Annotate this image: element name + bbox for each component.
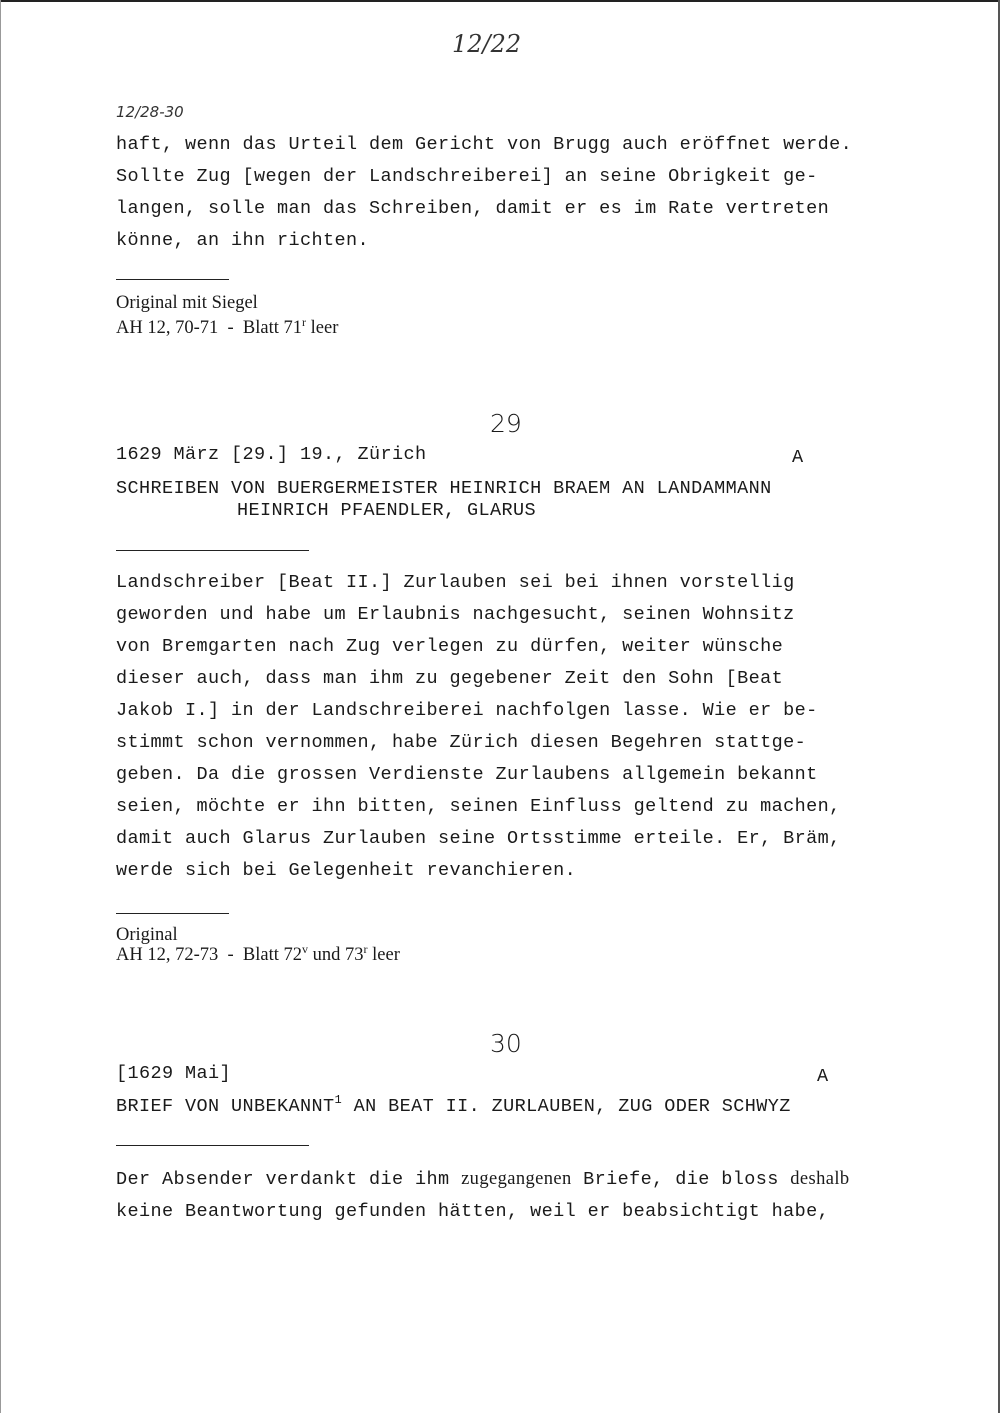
text-line: seien, möchte er ihn bitten, seinen Einfluss geltend zu machen,: [116, 796, 841, 817]
document-title-line: BRIEF VON UNBEKANNT$^1$ AN BEAT II. ZURLAUBEN, ZUG ODER SCHWYZ: [116, 1093, 791, 1117]
document-type-marker: A: [792, 447, 804, 468]
text-line: Jakob I.] in der Landschreiberei nachfolgen lasse. Wie er be-: [116, 700, 818, 721]
text-line: haft, wenn das Urteil dem Gericht von Brugg auch eröffnet werde.: [116, 134, 853, 155]
section-divider: [116, 550, 309, 551]
scan-border-top: [0, 0, 1000, 2]
document-title-line: SCHREIBEN VON BUERGERMEISTER HEINRICH BRAEM AN LANDAMMANN: [116, 478, 772, 499]
text-line: könne, an ihn richten.: [116, 230, 370, 251]
text-line: Sollte Zug [wegen der Landschreiberei] an seine Obrigkeit ge-: [116, 166, 818, 187]
document-number: 29: [490, 409, 522, 438]
document-type-marker: A: [817, 1066, 829, 1087]
footnote-divider: [116, 913, 229, 914]
text-line: damit auch Glarus Zurlauben seine Ortsstimme erteile. Er, Bräm,: [116, 828, 841, 849]
handwritten-page-ref: 12/22: [452, 30, 522, 58]
footnote-divider: [116, 279, 229, 280]
document-title-line: HEINRICH PFAENDLER, GLARUS: [237, 500, 537, 521]
text-line: Landschreiber [Beat II.] Zurlauben sei bei ihnen vorstellig: [116, 572, 795, 593]
text-line: von Bremgarten nach Zug verlegen zu dürfen, weiter wünsche: [116, 636, 784, 657]
scan-border-left: [0, 0, 1, 1413]
document-date-place: 1629 März [29.] 19., Zürich: [116, 444, 427, 465]
doc28-archive-ref: AH 12, 70-71 - Blatt 71$^r$ leer: [116, 315, 339, 338]
text-line: geworden und habe um Erlaubnis nachgesucht, seinen Wohnsitz: [116, 604, 795, 625]
doc28-source-line: Original mit Siegel: [116, 293, 258, 313]
document-date: [1629 Mai]: [116, 1063, 232, 1084]
document-range: 12/28-30: [116, 103, 184, 121]
text-line: keine Beantwortung gefunden hätten, weil er beabsichtigt habe,: [116, 1201, 830, 1222]
section-divider: [116, 1145, 309, 1146]
text-line: werde sich bei Gelegenheit revanchieren.: [116, 860, 577, 881]
text-line: stimmt schon vernommen, habe Zürich diesen Begehren stattge-: [116, 732, 807, 753]
text-line: Der Absender verdankt die ihm zugegangenen Briefe, die bloss deshalb: [116, 1169, 850, 1190]
text-line: langen, solle man das Schreiben, damit er es im Rate vertreten: [116, 198, 830, 219]
document-number: 30: [490, 1029, 522, 1058]
text-line: geben. Da die grossen Verdienste Zurlaubens allgemein bekannt: [116, 764, 818, 785]
text-line: dieser auch, dass man ihm zu gegebener Zeit den Sohn [Beat: [116, 668, 784, 689]
doc29-archive-ref: AH 12, 72-73 - Blatt 72$^v$ und 73$^r$ leer: [116, 942, 400, 965]
doc29-source-line: Original: [116, 925, 178, 945]
